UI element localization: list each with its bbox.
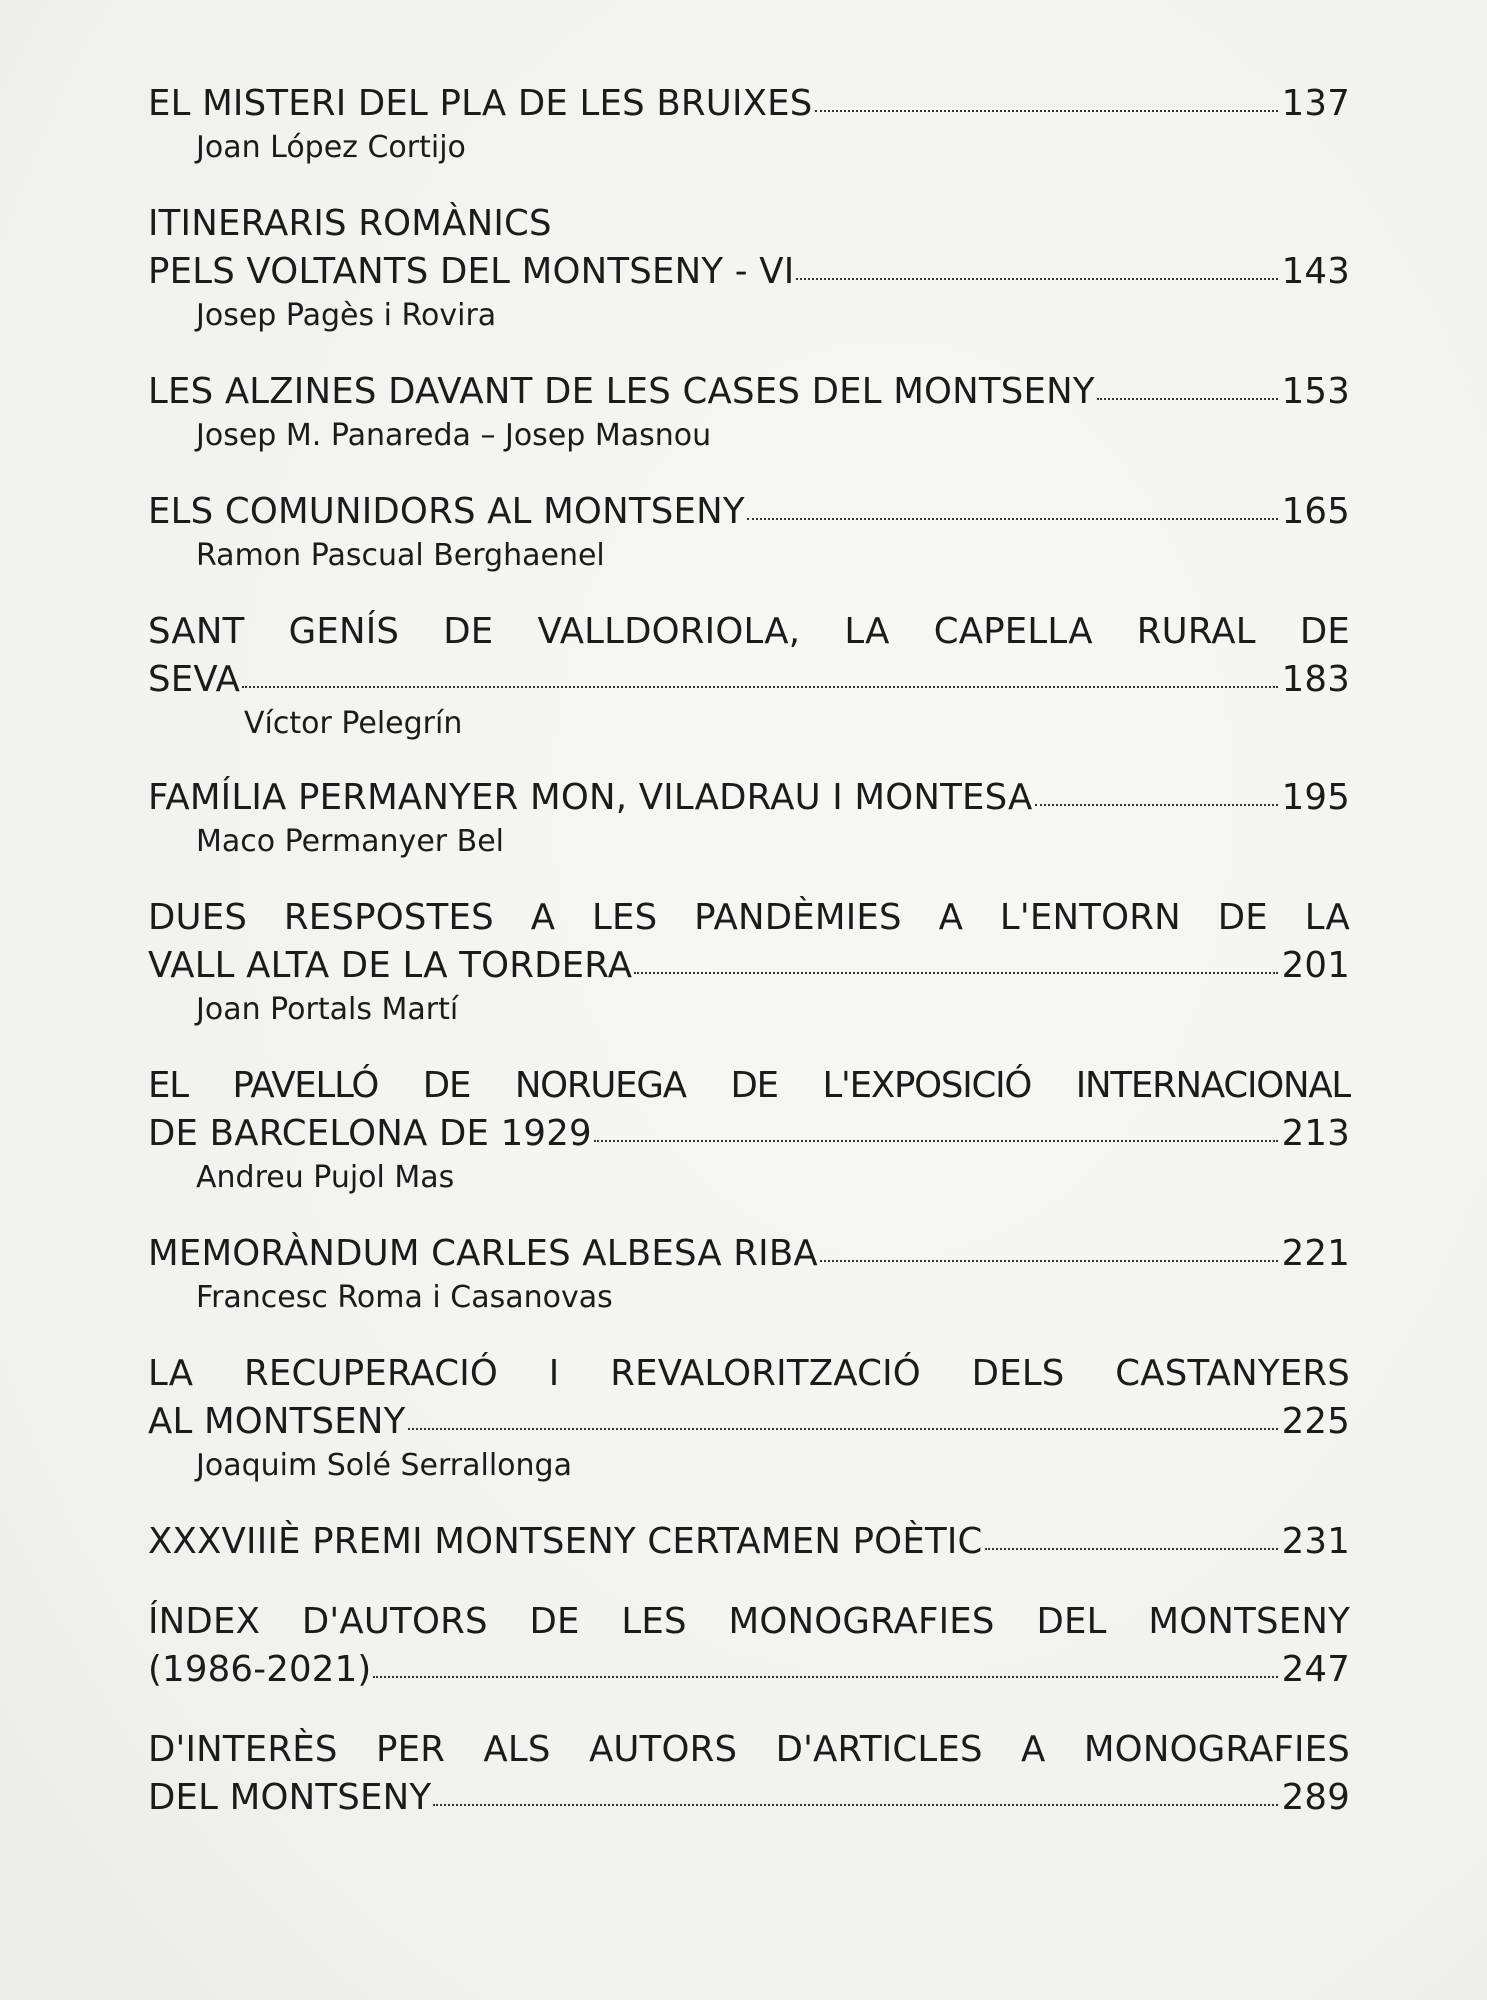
toc-title: ÍNDEX D'AUTORS DE LES MONOGRAFIES DEL MONTSENY — [148, 1601, 1350, 1642]
toc-entry — [148, 200, 1350, 336]
toc-author: Ramon Pascual Berghaenel — [196, 538, 605, 573]
dot-leader — [242, 685, 1278, 688]
toc-page-number: 231 — [1281, 1521, 1350, 1562]
toc-title: PELS VOLTANTS DEL MONTSENY - VI — [148, 251, 795, 292]
toc-title-line — [148, 80, 1350, 128]
toc-page-number: 153 — [1281, 371, 1350, 412]
toc-entry — [148, 1350, 1350, 1486]
toc-entry — [148, 1598, 1350, 1694]
dot-leader — [820, 1259, 1278, 1262]
toc-page-number: 289 — [1281, 1777, 1350, 1818]
dot-leader — [985, 1547, 1278, 1550]
toc-page-number: 183 — [1281, 659, 1350, 700]
toc-page-number: 225 — [1281, 1401, 1350, 1442]
toc-title-line — [148, 1062, 1350, 1110]
toc-title-line — [148, 774, 1350, 822]
toc-entry — [148, 894, 1350, 1030]
toc-author: Maco Permanyer Bel — [196, 824, 505, 859]
toc-page-number: 195 — [1281, 777, 1350, 818]
toc-title-line — [148, 1518, 1350, 1566]
dot-leader — [815, 109, 1278, 112]
toc-page-number: 137 — [1281, 83, 1350, 124]
toc-title-line — [148, 368, 1350, 416]
toc-page-number: 247 — [1281, 1649, 1350, 1690]
toc-author: Josep M. Panareda – Josep Masnou — [196, 418, 712, 453]
toc-title-line — [148, 656, 1350, 704]
toc-title-line — [148, 200, 1350, 248]
toc-title-line — [148, 1110, 1350, 1158]
dot-leader — [433, 1803, 1277, 1806]
toc-title-line — [148, 1646, 1350, 1694]
toc-title: MEMORÀNDUM CARLES ALBESA RIBA — [148, 1233, 818, 1274]
toc-title: ITINERARIS ROMÀNICS — [148, 203, 552, 244]
toc-title: LA RECUPERACIÓ I REVALORITZACIÓ DELS CASTANYERS — [148, 1353, 1350, 1394]
toc-title: DEL MONTSENY — [148, 1777, 432, 1818]
toc-author: Joan López Cortijo — [196, 130, 466, 165]
toc-title: D'INTERÈS PER ALS AUTORS D'ARTICLES A MONOGRAFIES — [148, 1729, 1350, 1770]
toc-entry — [148, 368, 1350, 456]
toc-page-number: 221 — [1281, 1233, 1350, 1274]
toc-title-line — [148, 608, 1350, 656]
dot-leader — [796, 277, 1277, 280]
toc-title: LES ALZINES DAVANT DE LES CASES DEL MONTSENY — [148, 371, 1095, 412]
toc-title: EL PAVELLÓ DE NORUEGA DE L'EXPOSICIÓ INTERNACIONAL — [148, 1065, 1350, 1106]
toc-entry — [148, 608, 1350, 744]
toc-title-line — [148, 488, 1350, 536]
toc-title: DE BARCELONA DE 1929 — [148, 1113, 592, 1154]
toc-author: Josep Pagès i Rovira — [196, 298, 497, 333]
toc-title: DUES RESPOSTES A LES PANDÈMIES A L'ENTORN DE LA — [148, 897, 1350, 938]
toc-author: Francesc Roma i Casanovas — [196, 1280, 613, 1315]
toc-page-number: 143 — [1281, 251, 1350, 292]
toc-title-line — [148, 1350, 1350, 1398]
toc-title-line — [148, 1726, 1350, 1774]
toc-title-line — [148, 1598, 1350, 1646]
toc-title: VALL ALTA DE LA TORDERA — [148, 945, 633, 986]
toc-entry — [148, 774, 1350, 862]
toc-author: Joaquim Solé Serrallonga — [196, 1448, 572, 1483]
toc-title: AL MONTSENY — [148, 1401, 406, 1442]
dot-leader — [634, 971, 1277, 974]
dot-leader — [408, 1427, 1278, 1430]
toc-title-line — [148, 1398, 1350, 1446]
toc-title-line — [148, 1774, 1350, 1822]
dot-leader — [373, 1675, 1277, 1678]
toc-entry — [148, 1518, 1350, 1566]
dot-leader — [1097, 397, 1278, 400]
toc-author: Víctor Pelegrín — [244, 706, 463, 741]
toc-entry — [148, 1726, 1350, 1822]
toc-title: XXXVIIIÈ PREMI MONTSENY CERTAMEN POÈTIC — [148, 1521, 983, 1562]
toc-title-line — [148, 248, 1350, 296]
dot-leader — [1035, 803, 1278, 806]
toc-author: Andreu Pujol Mas — [196, 1160, 455, 1195]
toc-title-line — [148, 942, 1350, 990]
dot-leader — [594, 1139, 1278, 1142]
dot-leader — [747, 517, 1278, 520]
toc-title: (1986-2021) — [148, 1649, 372, 1690]
toc-entry — [148, 80, 1350, 168]
toc-title: FAMÍLIA PERMANYER MON, VILADRAU I MONTESA — [148, 777, 1033, 818]
toc-entry — [148, 488, 1350, 576]
toc-title: SANT GENÍS DE VALLDORIOLA, LA CAPELLA RURAL DE — [148, 611, 1350, 652]
toc-page-number: 201 — [1281, 945, 1350, 986]
table-of-contents — [148, 80, 1350, 1822]
toc-title: ELS COMUNIDORS AL MONTSENY — [148, 491, 745, 532]
toc-entry — [148, 1230, 1350, 1318]
toc-title: EL MISTERI DEL PLA DE LES BRUIXES — [148, 83, 813, 124]
toc-page-number: 213 — [1281, 1113, 1350, 1154]
toc-title-line — [148, 894, 1350, 942]
toc-author: Joan Portals Martí — [196, 992, 459, 1027]
toc-title-line — [148, 1230, 1350, 1278]
toc-page-number: 165 — [1281, 491, 1350, 532]
toc-entry — [148, 1062, 1350, 1198]
toc-title: SEVA — [148, 659, 241, 700]
